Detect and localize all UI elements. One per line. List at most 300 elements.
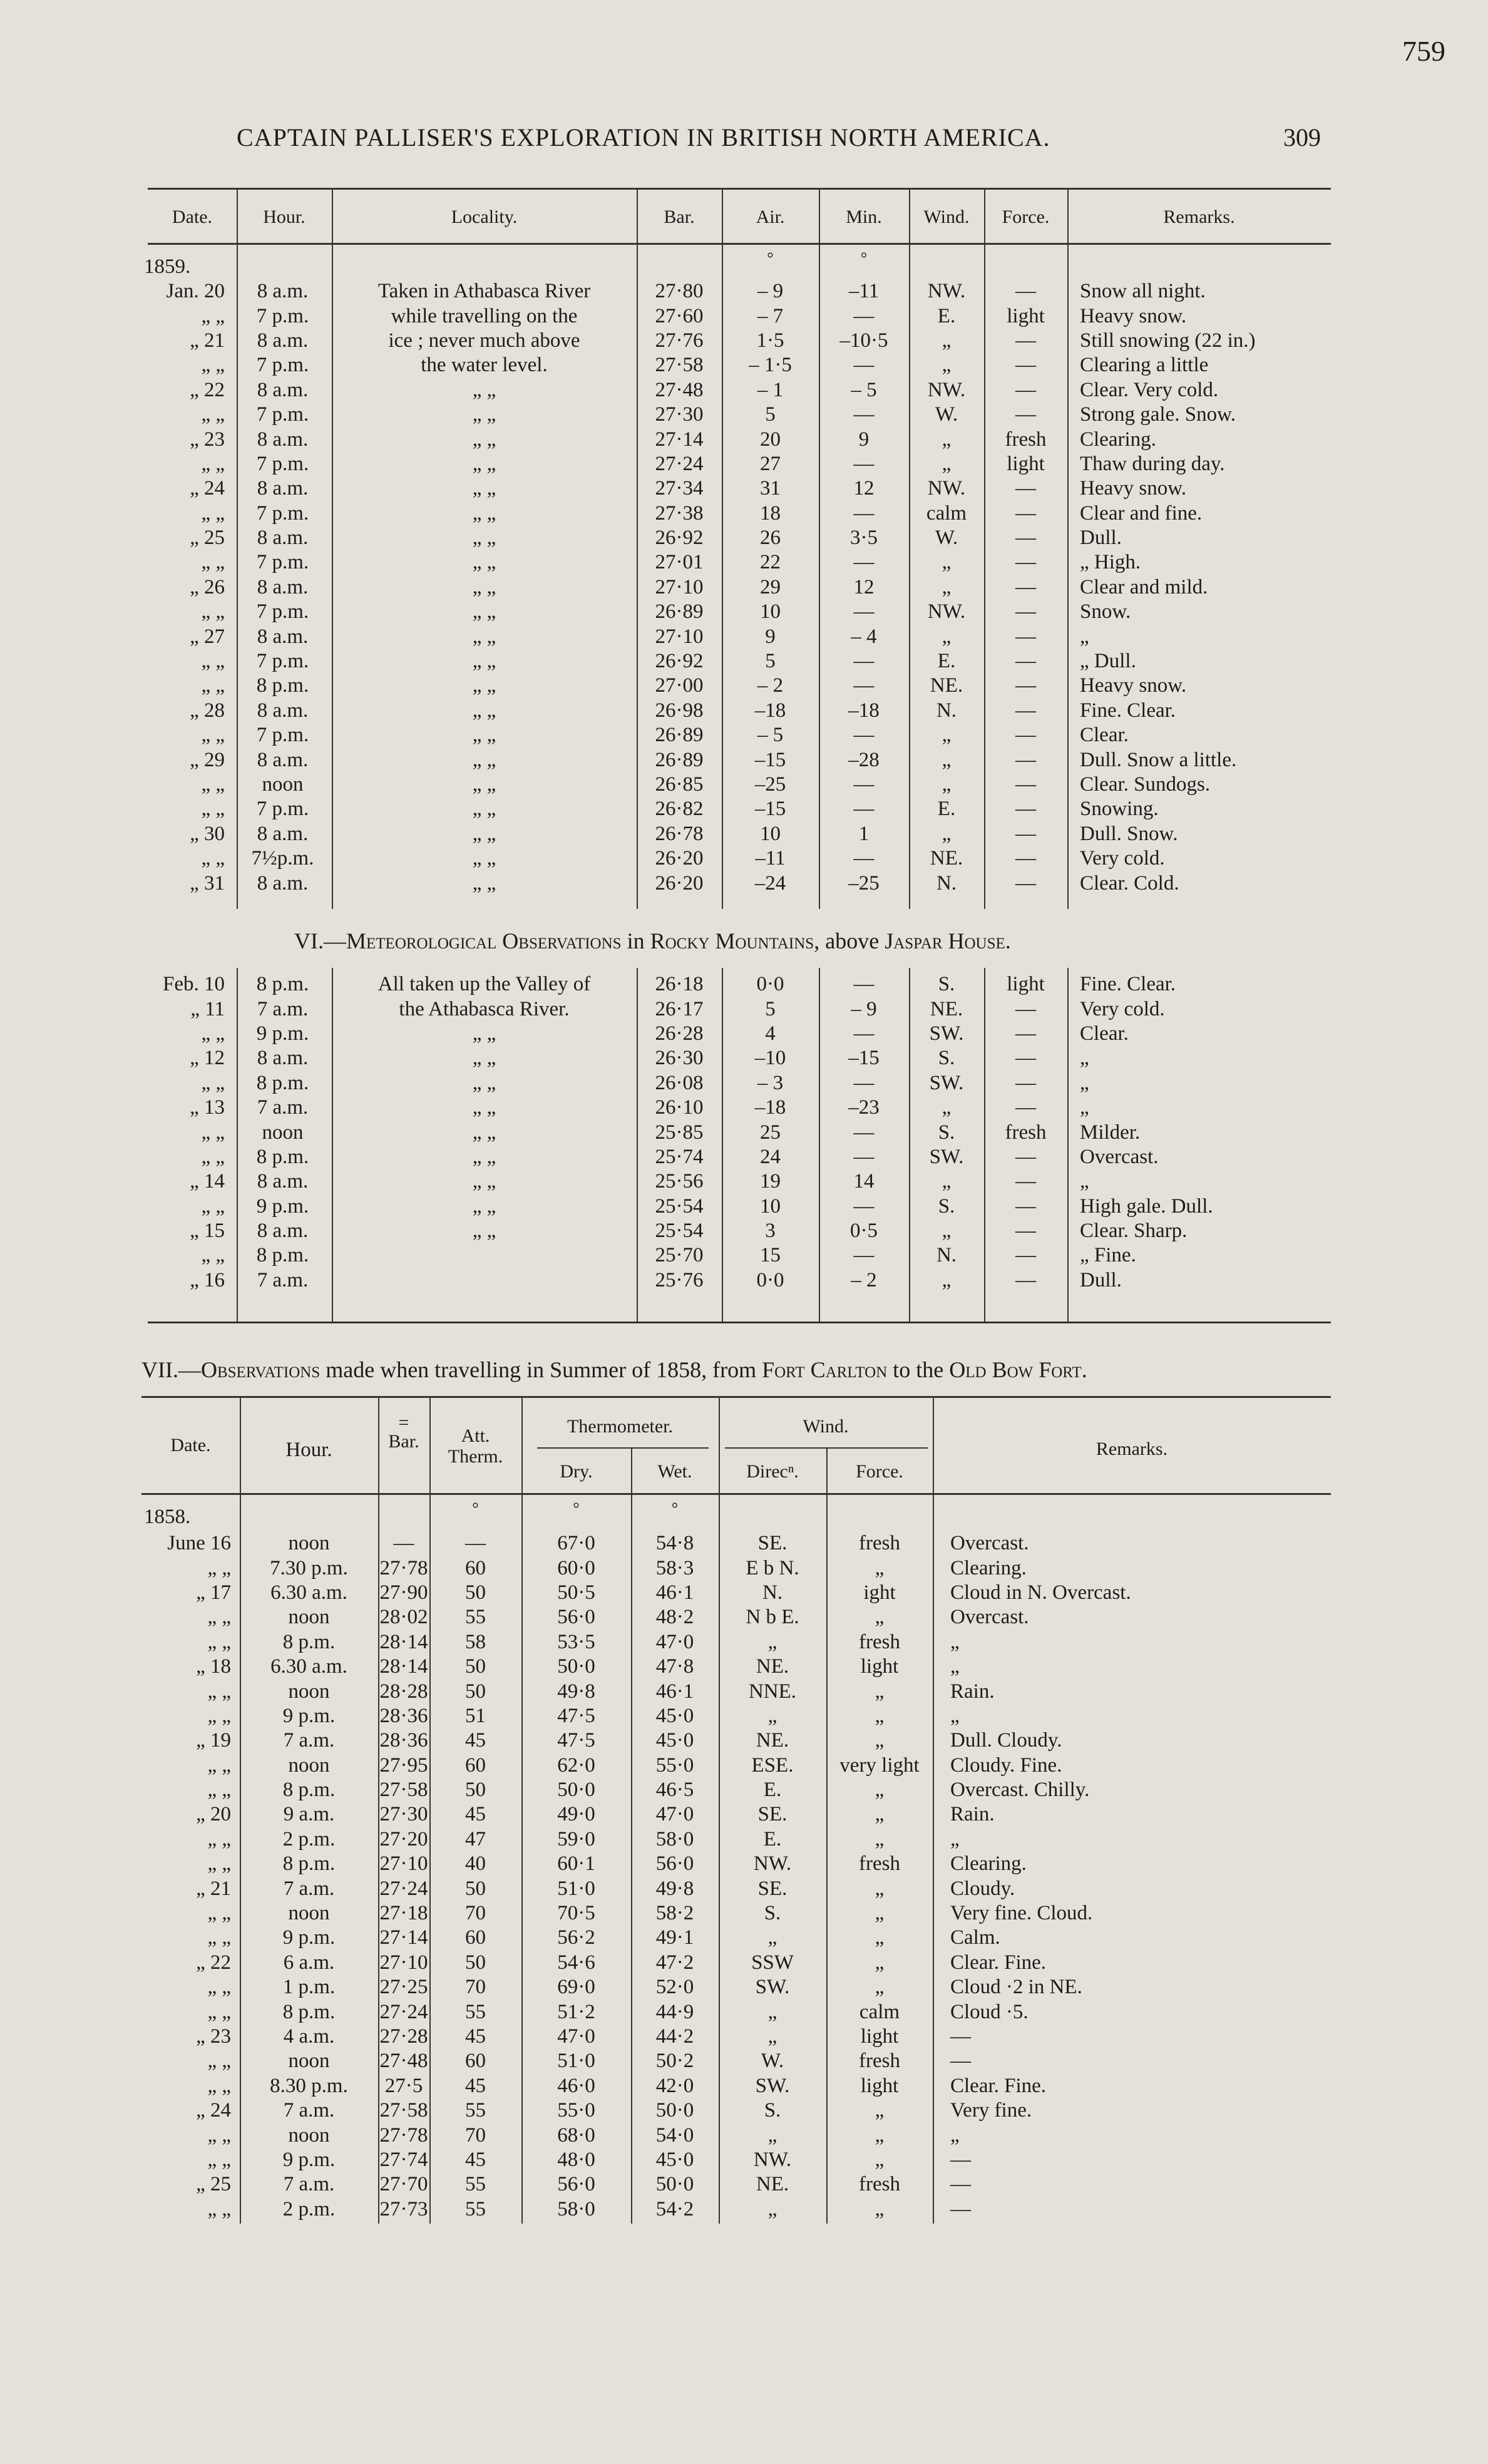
cell-min: –25 <box>848 871 880 895</box>
cell-air: – 2 <box>757 674 784 697</box>
cell-air: 29 <box>760 575 781 598</box>
table-row <box>136 1655 1331 1679</box>
cell-dry: 49·0 <box>557 1803 595 1826</box>
cell-locality: „ „ <box>472 748 496 771</box>
cell-wind-direction: S. <box>764 1902 781 1925</box>
cell-date: „ „ <box>201 650 225 673</box>
cell-air: –10 <box>754 1047 786 1070</box>
cell-locality: „ „ <box>472 501 496 525</box>
cell-wet: 54·2 <box>655 2197 694 2220</box>
cell-wind: NW. <box>927 600 966 624</box>
cell-hour: 8 a.m. <box>257 378 309 401</box>
cell-wet: 54·8 <box>655 1532 694 1555</box>
cell-bar: 27·70 <box>379 2173 428 2196</box>
cell-wind-direction: NE. <box>756 2173 789 2196</box>
cell-hour: 7 p.m. <box>256 403 309 426</box>
cell-air: –18 <box>754 1096 786 1119</box>
cell-date: „ 29 <box>190 748 225 771</box>
cell-bar: 27·48 <box>655 378 704 401</box>
table-row <box>136 1169 1331 1194</box>
cell-locality: „ „ <box>472 1194 496 1218</box>
col-header-locality: Locality. <box>451 207 518 227</box>
cell-hour: 8 p.m. <box>256 1071 309 1094</box>
cell-bar: 27·58 <box>379 2099 428 2122</box>
cell-hour: 7½p.m. <box>251 847 314 870</box>
cell-dry: 49·8 <box>557 1680 595 1703</box>
cell-wind-force: „ <box>875 1976 885 1999</box>
cell-locality: „ „ <box>472 1121 496 1144</box>
cell-hour: 8 a.m. <box>257 526 309 550</box>
table-row <box>136 452 1331 476</box>
cell-wind: S. <box>938 1194 955 1218</box>
cell-bar: 27·14 <box>655 428 704 451</box>
cell-min: — <box>853 600 875 624</box>
cell-hour: 7 a.m. <box>283 1877 335 1900</box>
degree-mark-wet: ° <box>671 1499 679 1517</box>
cell-remarks: „ <box>950 1655 960 1678</box>
cell-remarks: Very fine. Cloud. <box>950 1902 1093 1925</box>
cell-air: 31 <box>760 477 781 500</box>
cell-date: „ 24 <box>196 2099 231 2122</box>
cell-remarks: Clear. <box>1080 724 1129 747</box>
journal-page-number: 309 <box>1283 123 1321 151</box>
cell-att-therm: 58 <box>465 1630 486 1653</box>
table-row <box>136 1728 1331 1753</box>
cell-date: „ „ <box>207 1976 231 1999</box>
cell-force: — <box>1015 1022 1036 1045</box>
table-row <box>136 1876 1331 1901</box>
cell-wind: „ <box>942 748 952 771</box>
section6-text: , above <box>814 928 885 953</box>
table-row <box>136 2074 1331 2098</box>
cell-force: — <box>1015 403 1036 426</box>
table-row <box>136 2025 1331 2049</box>
cell-hour: noon <box>288 1753 330 1777</box>
cell-remarks: Clearing. <box>950 1852 1027 1876</box>
cell-date: „ „ <box>201 798 225 821</box>
table-row <box>136 1852 1331 1876</box>
cell-air: 10 <box>760 822 781 845</box>
cell-hour: 9 p.m. <box>282 1926 336 1949</box>
cell-wind: S. <box>938 1047 955 1070</box>
cell-force: — <box>1015 847 1036 870</box>
section6-heading <box>294 928 1011 954</box>
cell-wet: 44·9 <box>655 2000 694 2023</box>
cell-force: light <box>1007 452 1045 475</box>
col-header-dry: Dry. <box>560 1461 593 1482</box>
col-header-bar: Bar. <box>664 207 695 227</box>
cell-wet: 45·0 <box>655 1729 694 1752</box>
cell-bar: 27·14 <box>379 1926 428 1949</box>
cell-remarks: — <box>950 2148 971 2171</box>
cell-date: June 16 <box>167 1532 231 1555</box>
cell-att-therm: 45 <box>465 2148 486 2171</box>
cell-date: „ „ <box>201 501 225 525</box>
cell-wind-direction: N b E. <box>746 1606 799 1629</box>
cell-force: — <box>1015 997 1036 1020</box>
cell-wet: 49·8 <box>655 1877 694 1900</box>
cell-bar: 28·36 <box>379 1729 428 1752</box>
table-row <box>136 1145 1331 1169</box>
cell-wind-direction: „ <box>767 2000 777 2023</box>
cell-wind: NE. <box>930 997 963 1020</box>
cell-bar: 27·76 <box>655 329 704 352</box>
cell-force: — <box>1015 798 1036 821</box>
cell-wind-direction: SE. <box>757 1877 788 1900</box>
cell-wind: NW. <box>927 378 966 401</box>
cell-remarks: Fine. Clear. <box>1080 699 1176 722</box>
page-number: 759 <box>1402 35 1445 67</box>
cell-bar: 27·5 <box>384 2074 423 2097</box>
cell-bar: 26·92 <box>655 650 704 673</box>
degree-mark-dry: ° <box>573 1499 580 1517</box>
cell-min: –10·5 <box>839 329 888 352</box>
cell-bar: 26·30 <box>655 1047 704 1070</box>
cell-locality: „ „ <box>472 575 496 598</box>
cell-hour: 8 a.m. <box>257 822 309 845</box>
cell-att-therm: 55 <box>465 2000 486 2023</box>
cell-att-therm: 70 <box>465 1902 486 1925</box>
cell-hour: 8 p.m. <box>282 1852 336 1876</box>
cell-att-therm: 47 <box>465 1827 486 1851</box>
cell-bar: 27·38 <box>655 501 704 525</box>
cell-bar: 27·01 <box>655 551 704 574</box>
cell-att-therm: 45 <box>465 2074 486 2097</box>
cell-force: — <box>1015 1145 1036 1168</box>
cell-date: „ „ <box>207 2123 231 2147</box>
cell-hour: 1 p.m. <box>282 1976 336 1999</box>
table-row <box>136 1975 1331 1999</box>
table-row <box>136 1268 1331 1293</box>
cell-date: „ „ <box>201 1244 225 1267</box>
section7-text: . <box>1081 1357 1087 1382</box>
cell-wind-direction: SSW <box>751 1951 794 1974</box>
cell-bar: — <box>393 1532 414 1555</box>
table-row <box>136 1194 1331 1219</box>
cell-date: „ 11 <box>190 997 225 1020</box>
table6-bottom-rule <box>148 1322 1331 1323</box>
cell-bar: 26·89 <box>655 600 704 624</box>
cell-min: — <box>853 847 875 870</box>
cell-bar: 27·24 <box>379 1877 428 1900</box>
cell-hour: 9 p.m. <box>256 1022 309 1045</box>
cell-wind-direction: N. <box>762 1581 783 1604</box>
cell-date: „ „ <box>201 1071 225 1094</box>
cell-air: –18 <box>754 699 786 722</box>
cell-bar: 27·28 <box>379 2025 428 2048</box>
cell-hour: 8 p.m. <box>282 2000 336 2023</box>
cell-force: — <box>1015 378 1036 401</box>
cell-wet: 50·0 <box>655 2099 694 2122</box>
cell-bar: 27·58 <box>379 1779 428 1802</box>
cell-min: –18 <box>848 699 880 722</box>
cell-wind: „ <box>942 1170 952 1193</box>
section7-place: Old Bow Fort <box>949 1357 1082 1382</box>
cell-wind: NW. <box>927 477 966 500</box>
cell-bar: 26·82 <box>655 798 704 821</box>
cell-wind-force: light <box>860 1655 899 1678</box>
thermometer-rule <box>537 1447 709 1449</box>
cell-min: — <box>853 1071 875 1094</box>
cell-remarks: „ <box>1080 1047 1089 1070</box>
cell-locality: „ „ <box>472 1170 496 1193</box>
cell-wind-force: „ <box>875 1680 885 1703</box>
cell-wind: „ <box>942 551 952 574</box>
cell-wet: 50·0 <box>655 2173 694 2196</box>
cell-wind-force: „ <box>875 2099 885 2122</box>
cell-att-therm: 70 <box>465 2123 486 2147</box>
cell-locality <box>332 1268 637 1293</box>
cell-att-therm: 55 <box>465 2197 486 2220</box>
col-header-wind: Wind. <box>803 1416 849 1437</box>
table-row <box>136 846 1331 871</box>
cell-bar: 27·48 <box>379 2050 428 2073</box>
table-row <box>136 304 1331 328</box>
cell-wet: 47·2 <box>655 1951 694 1974</box>
table-row <box>136 1901 1331 1926</box>
cell-bar: 27·10 <box>379 1951 428 1974</box>
table-row <box>136 1926 1331 1950</box>
cell-bar: 27·34 <box>655 477 704 500</box>
cell-locality: All taken up the Valley of <box>377 973 591 996</box>
cell-remarks: Clear. Fine. <box>950 2074 1047 2097</box>
cell-hour: 2 p.m. <box>282 2197 336 2220</box>
table-row <box>136 1704 1331 1728</box>
cell-date: „ 30 <box>190 822 225 845</box>
table-row <box>136 747 1331 772</box>
col-header-force: Force. <box>1002 207 1050 227</box>
table-row <box>136 1951 1331 1975</box>
cell-remarks: Dull. Cloudy. <box>950 1729 1062 1752</box>
cell-bar: 27·80 <box>655 280 704 303</box>
cell-bar: 27·73 <box>379 2197 428 2220</box>
cell-date: „ „ <box>201 600 225 624</box>
cell-locality: „ „ <box>472 1022 496 1045</box>
table-row <box>136 279 1331 304</box>
cell-dry: 48·0 <box>557 2148 595 2171</box>
cell-wind: NW. <box>927 280 966 303</box>
cell-date: „ „ <box>201 724 225 747</box>
cell-bar: 26·92 <box>655 526 704 550</box>
cell-dry: 51·0 <box>557 2050 595 2073</box>
table-row <box>136 1243 1331 1268</box>
cell-remarks: „ <box>950 1630 960 1653</box>
col-header-direction: Direcⁿ. <box>746 1461 799 1482</box>
cell-date: „ 31 <box>190 871 225 895</box>
cell-remarks: Clear. Sundogs. <box>1080 773 1211 796</box>
cell-locality: „ „ <box>472 1047 496 1070</box>
cell-locality <box>332 1243 637 1268</box>
cell-date: „ „ <box>201 847 225 870</box>
cell-dry: 68·0 <box>557 2123 595 2147</box>
cell-air: –15 <box>754 748 786 771</box>
cell-remarks: Clearing a little <box>1080 354 1209 377</box>
table-row <box>136 699 1331 723</box>
cell-bar: 27·58 <box>655 354 704 377</box>
cell-date: Jan. 20 <box>166 280 225 303</box>
cell-hour: 7 a.m. <box>257 1096 309 1119</box>
cell-bar: 27·78 <box>379 2123 428 2147</box>
cell-date: „ 23 <box>190 428 225 451</box>
cell-locality: „ „ <box>472 650 496 673</box>
col-header-force: Force. <box>856 1461 903 1482</box>
cell-hour: 8 a.m. <box>257 1047 309 1070</box>
cell-min: 12 <box>853 477 875 500</box>
cell-force: light <box>1007 304 1045 327</box>
cell-air: 22 <box>760 551 781 574</box>
cell-bar: 25·54 <box>655 1194 704 1218</box>
cell-bar: 28·36 <box>379 1704 428 1727</box>
cell-wind-direction: NE. <box>756 1655 789 1678</box>
cell-date: „ „ <box>201 1194 225 1218</box>
cell-dry: 56·0 <box>557 2173 595 2196</box>
cell-hour: noon <box>262 773 304 796</box>
cell-hour: 8 p.m. <box>256 1244 309 1267</box>
cell-bar: 28·28 <box>379 1680 428 1703</box>
cell-locality: the Athabasca River. <box>399 997 570 1020</box>
cell-wind: „ <box>942 1096 952 1119</box>
cell-remarks: Rain. <box>950 1680 995 1703</box>
cell-remarks: Heavy snow. <box>1080 304 1187 327</box>
cell-locality: „ „ <box>472 1071 496 1094</box>
cell-min: — <box>853 551 875 574</box>
cell-hour: 7 p.m. <box>256 452 309 475</box>
cell-wet: 58·3 <box>655 1556 694 1579</box>
table-row <box>136 501 1331 526</box>
wind-rule <box>725 1447 928 1449</box>
running-title: CAPTAIN PALLISER'S EXPLORATION IN BRITISH NORTH AMERICA. <box>237 123 1050 151</box>
cell-min: –23 <box>848 1096 880 1119</box>
cell-date: „ „ <box>207 2197 231 2220</box>
cell-att-therm: 45 <box>465 1729 486 1752</box>
cell-hour: 7 a.m. <box>283 1729 335 1752</box>
cell-bar: 27·10 <box>655 625 704 648</box>
cell-locality: „ „ <box>472 798 496 821</box>
cell-wind: E. <box>937 304 956 327</box>
table-row <box>136 649 1331 674</box>
cell-date: „ „ <box>201 354 225 377</box>
cell-wet: 46·1 <box>655 1581 694 1604</box>
table-row <box>136 773 1331 797</box>
cell-wind-force: „ <box>875 1877 885 1900</box>
cell-min: — <box>853 973 875 996</box>
cell-date: „ 18 <box>196 1655 231 1678</box>
cell-hour: 8 a.m. <box>257 1170 309 1193</box>
cell-dry: 51·0 <box>557 1877 595 1900</box>
cell-wet: 54·0 <box>655 2123 694 2147</box>
cell-wet: 46·5 <box>655 1779 694 1802</box>
cell-wet: 45·0 <box>655 2148 694 2171</box>
cell-remarks: — <box>950 2197 971 2220</box>
section6-text: . <box>1005 928 1011 953</box>
cell-wind: „ <box>942 1268 952 1291</box>
cell-bar: 25·74 <box>655 1145 704 1168</box>
table-row <box>136 1022 1331 1046</box>
cell-min: — <box>853 1145 875 1168</box>
cell-date: „ „ <box>207 1704 231 1727</box>
cell-date: „ „ <box>207 2148 231 2171</box>
cell-wet: 58·2 <box>655 1902 694 1925</box>
cell-date: „ 14 <box>190 1170 225 1193</box>
cell-att-therm: 45 <box>465 1803 486 1826</box>
cell-remarks: Calm. <box>950 1926 1000 1949</box>
cell-wind: „ <box>942 773 952 796</box>
cell-remarks: Overcast. <box>1080 1145 1159 1168</box>
cell-wet: 47·0 <box>655 1630 694 1653</box>
table-row <box>136 2148 1331 2172</box>
table7-top-rule <box>141 1396 1331 1398</box>
cell-date: „ 25 <box>190 526 225 550</box>
cell-locality: „ „ <box>472 477 496 500</box>
table-row <box>136 972 1331 997</box>
cell-air: 27 <box>760 452 781 475</box>
cell-force: — <box>1015 575 1036 598</box>
table6-body <box>136 972 1331 1293</box>
cell-min: –15 <box>848 1047 880 1070</box>
cell-wind-direction: „ <box>767 2123 777 2147</box>
cell-wind-force: „ <box>875 1704 885 1727</box>
cell-remarks: „ Fine. <box>1080 1244 1136 1267</box>
section6-place: Rocky Mountains <box>650 928 814 953</box>
table-row <box>136 997 1331 1021</box>
cell-hour: noon <box>288 1532 330 1555</box>
cell-wind: S. <box>938 973 955 996</box>
cell-bar: 26·98 <box>655 699 704 722</box>
cell-remarks: High gale. Dull. <box>1080 1194 1213 1218</box>
cell-date: „ 27 <box>190 625 225 648</box>
cell-min: — <box>853 304 875 327</box>
table-row <box>136 1605 1331 1630</box>
cell-bar: 26·10 <box>655 1096 704 1119</box>
cell-date: „ 17 <box>196 1581 231 1604</box>
cell-wind-direction: „ <box>767 1630 777 1653</box>
cell-date: „ 13 <box>190 1096 225 1119</box>
cell-wind-direction: NE. <box>756 1729 789 1752</box>
cell-force: — <box>1015 1170 1036 1193</box>
cell-date: „ 26 <box>190 575 225 598</box>
cell-remarks: Thaw during day. <box>1080 452 1225 475</box>
cell-remarks: „ High. <box>1080 551 1141 574</box>
cell-wet: 47·8 <box>655 1655 694 1678</box>
cell-force: — <box>1015 699 1036 722</box>
cell-remarks: Clear. Sharp. <box>1080 1219 1188 1243</box>
cell-min: — <box>853 773 875 796</box>
cell-force: — <box>1015 1194 1036 1218</box>
table-row <box>136 353 1331 377</box>
cell-hour: 8 a.m. <box>257 575 309 598</box>
cell-dry: 50·0 <box>557 1655 595 1678</box>
section7-title: Observations <box>200 1357 321 1382</box>
cell-wind-direction: ESE. <box>751 1753 794 1777</box>
cell-date: „ „ <box>207 1902 231 1925</box>
cell-wind-direction: NNE. <box>748 1680 797 1703</box>
cell-att-therm: 50 <box>465 1779 486 1802</box>
cell-date: Feb. 10 <box>163 973 225 996</box>
cell-wind: SW. <box>929 1145 964 1168</box>
cell-date: „ „ <box>207 2000 231 2023</box>
cell-locality: „ „ <box>472 428 496 451</box>
cell-bar: 25·85 <box>655 1121 704 1144</box>
cell-locality: while travelling on the <box>391 304 578 327</box>
col-header-therm: Therm. <box>448 1446 503 1467</box>
cell-wind: N. <box>936 1244 957 1267</box>
cell-wind-force: „ <box>875 2148 885 2171</box>
cell-bar: 27·00 <box>655 674 704 697</box>
cell-min: — <box>853 724 875 747</box>
cell-remarks: Heavy snow. <box>1080 477 1187 500</box>
col-header-remarks: Remarks. <box>1163 207 1235 227</box>
cell-dry: 54·6 <box>557 1951 595 1974</box>
